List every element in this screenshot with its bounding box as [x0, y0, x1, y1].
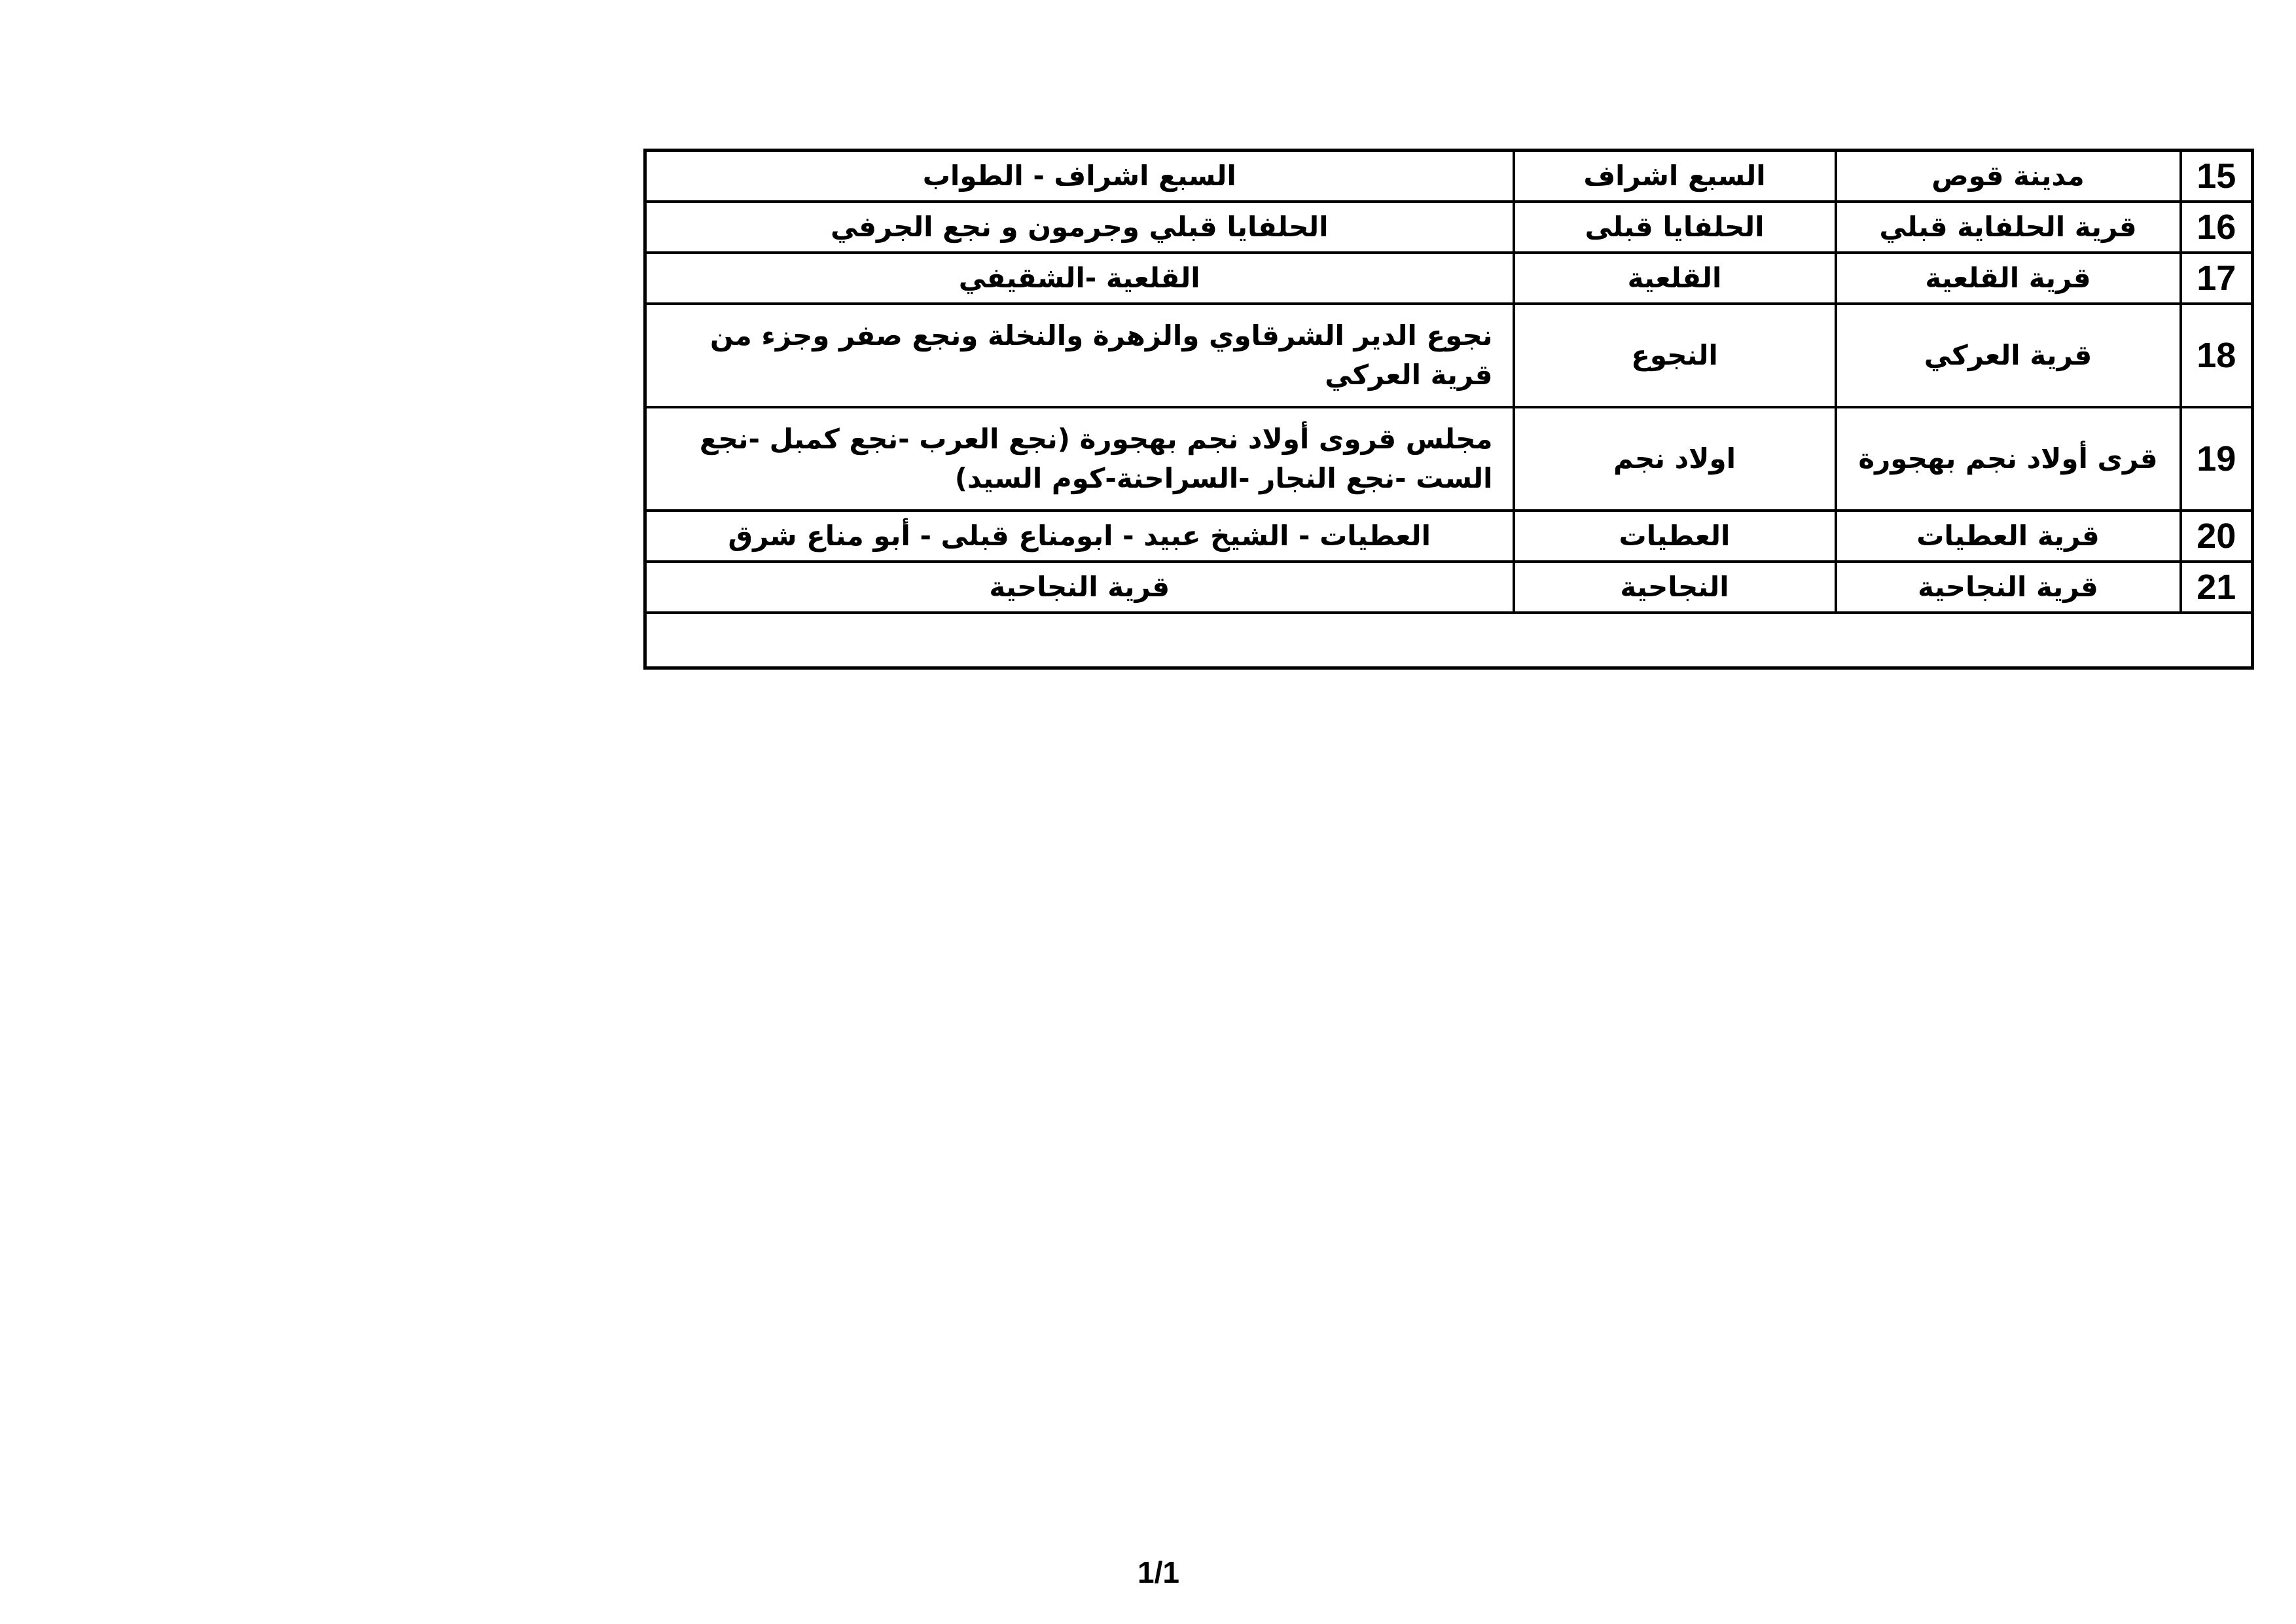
row-number-cell: 19	[2181, 407, 2253, 511]
empty-cell	[645, 613, 2253, 668]
village-cell: قرية القلعية	[1836, 253, 2181, 304]
village-cell: قرية العركي	[1836, 304, 2181, 407]
table-row	[645, 511, 2253, 562]
unit-cell: اولاد نجم	[1514, 407, 1836, 511]
areas-cell: القلعية -الشقيفي	[645, 253, 1514, 304]
unit-cell: النجوع	[1514, 304, 1836, 407]
unit-cell: القلعية	[1514, 253, 1836, 304]
areas-cell: نجوع الدير الشرقاوي والزهرة والنخلة ونجع صفر وجزء من قرية العركي	[645, 304, 1514, 407]
row-number-cell: 20	[2181, 511, 2253, 562]
table-row	[645, 253, 2253, 304]
table-row	[645, 407, 2253, 511]
village-cell: قرى أولاد نجم بهجورة	[1836, 407, 2181, 511]
table-row	[645, 562, 2253, 613]
table-row	[645, 202, 2253, 253]
row-number-cell: 21	[2181, 562, 2253, 613]
areas-cell: الحلفايا قبلي وجرمون و نجع الجرفي	[645, 202, 1514, 253]
village-cell: قرية النجاحية	[1836, 562, 2181, 613]
page-number: 1/1	[1138, 1555, 1179, 1589]
row-number-cell: 16	[2181, 202, 2253, 253]
village-cell: مدينة قوص	[1836, 151, 2181, 202]
unit-cell: النجاحية	[1514, 562, 1836, 613]
unit-cell: السبع اشراف	[1514, 151, 1836, 202]
table-row	[645, 304, 2253, 407]
row-number-cell: 17	[2181, 253, 2253, 304]
areas-cell: مجلس قروى أولاد نجم بهجورة (نجع العرب -نجع كمبل -نجع الست -نجع النجار -السراحنة-كوم السيد)	[645, 407, 1514, 511]
village-cell: قرية العطيات	[1836, 511, 2181, 562]
village-cell: قرية الحلفاية قبلي	[1836, 202, 2181, 253]
areas-cell: السبع اشراف - الطواب	[645, 151, 1514, 202]
row-number-cell: 18	[2181, 304, 2253, 407]
unit-cell: العطيات	[1514, 511, 1836, 562]
row-number-cell: 15	[2181, 151, 2253, 202]
empty-row	[645, 613, 2253, 668]
villages-table	[643, 149, 2254, 670]
areas-cell: قرية النجاحية	[645, 562, 1514, 613]
unit-cell: الحلفايا قبلى	[1514, 202, 1836, 253]
table-row	[645, 151, 2253, 202]
areas-cell: العطيات - الشيخ عبيد - ابومناع قبلى - أبو مناع شرق	[645, 511, 1514, 562]
